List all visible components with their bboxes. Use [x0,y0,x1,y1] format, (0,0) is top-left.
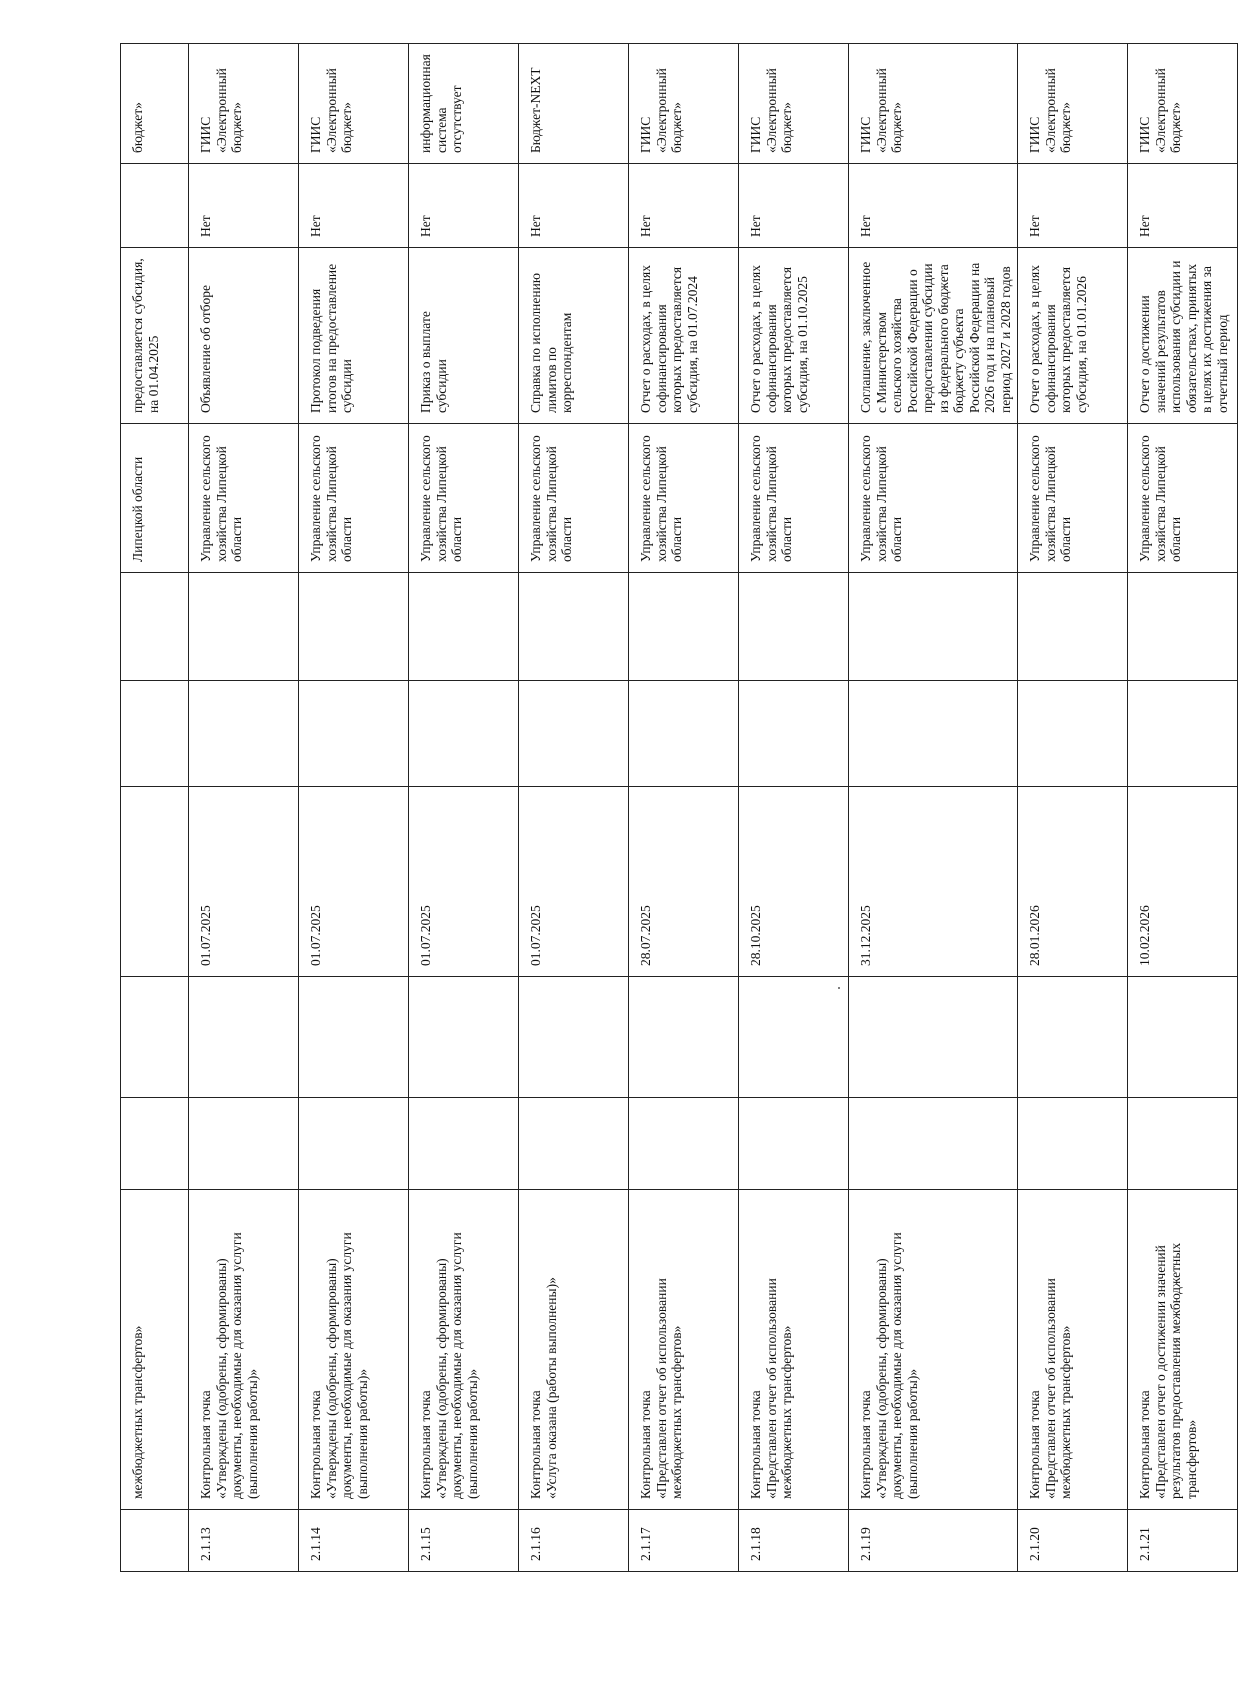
cell-col7 [1018,573,1128,681]
cell-col4 [189,977,299,1098]
cell-flag [121,164,189,248]
cell-responsible: Управление сельского хозяйства Липецкой области [739,424,849,573]
cell-col3 [189,1098,299,1190]
cell-col6 [1018,681,1128,787]
cell-col6 [739,681,849,787]
cell-col7 [409,573,519,681]
cell-col4 [849,977,1018,1098]
cell-system: ГИИС «Электронный бюджет» [1128,44,1238,164]
cell-col3 [519,1098,629,1190]
cell-document: предоставляется субсидия, на 01.04.2025 [121,248,189,424]
table-row-continuation [121,44,189,1572]
cell-system: ГИИС «Электронный бюджет» [739,44,849,164]
cell-number: 2.1.21 [1128,1510,1238,1572]
cell-document: Объявление об отборе [189,248,299,424]
cell-date: 10.02.2026 [1128,787,1238,977]
cell-system: информационная система отсутствует [409,44,519,164]
cell-col4 [739,977,849,1098]
cell-col3 [409,1098,519,1190]
cell-col3 [849,1098,1018,1190]
cell-control-point: Контрольная точка «Утверждены (одобрены, сформированы) документы, необходимые для оказания услуги (выполнения работы)» [849,1190,1018,1510]
table-row [849,44,1018,1572]
cell-number: 2.1.19 [849,1510,1018,1572]
cell-document: Протокол подведения итогов на предоставление субсидии [299,248,409,424]
cell-date: 01.07.2025 [519,787,629,977]
cell-date: 01.07.2025 [189,787,299,977]
cell-control-point: Контрольная точка «Утверждены (одобрены, сформированы) документы, необходимые для оказания услуги (выполнения работы)» [409,1190,519,1510]
cell-document: Отчет о расходах, в целях софинансирования которых предоставляется субсидия, на 01.01.2026 [1018,248,1128,424]
cell-flag: Нет [849,164,1018,248]
cell-col7 [849,573,1018,681]
cell-control-point: Контрольная точка «Услуга оказана (работы выполнены)» [519,1190,629,1510]
cell-responsible: Управление сельского хозяйства Липецкой области [849,424,1018,573]
cell-control-point: Контрольная точка «Утверждены (одобрены, сформированы) документы, необходимые для оказания услуги (выполнения работы)» [299,1190,409,1510]
cell-responsible: Управление сельского хозяйства Липецкой области [1018,424,1128,573]
cell-col7 [519,573,629,681]
cell-system: ГИИС «Электронный бюджет» [849,44,1018,164]
table-row [299,44,409,1572]
cell-col7 [299,573,409,681]
table-row [1128,44,1238,1572]
scan-speck [838,987,840,989]
cell-flag: Нет [739,164,849,248]
cell-col3 [1128,1098,1238,1190]
cell-responsible: Управление сельского хозяйства Липецкой области [1128,424,1238,573]
cell-system: Бюджет-NEXT [519,44,629,164]
cell-col6 [299,681,409,787]
cell-date: 28.01.2026 [1018,787,1128,977]
table-row [629,44,739,1572]
cell-col7 [1128,573,1238,681]
cell-col7 [189,573,299,681]
cell-col3 [629,1098,739,1190]
cell-number: 2.1.18 [739,1510,849,1572]
cell-document: Соглашение, заключенное с Министерством сельского хозяйства Российской Федерации о предоставлении субсидии из федерального бюджета бюджету субъекта Российской Федерации на 2026 год и на плановый период 2027 и 2028 годов [849,248,1018,424]
cell-control-point: Контрольная точка «Представлен отчет об использовании межбюджетных трансфертов» [629,1190,739,1510]
page-frame [120,44,1230,1572]
cell-control-point: Контрольная точка «Представлен отчет об использовании межбюджетных трансфертов» [1018,1190,1128,1510]
cell-system: ГИИС «Электронный бюджет» [189,44,299,164]
cell-control-point: Контрольная точка «Представлен отчет о достижении значений результатов предоставления межбюджетных трансфертов» [1128,1190,1238,1510]
cell-flag: Нет [299,164,409,248]
cell-col6 [629,681,739,787]
cell-document: Приказ о выплате субсидии [409,248,519,424]
cell-responsible: Управление сельского хозяйства Липецкой области [519,424,629,573]
cell-number: 2.1.16 [519,1510,629,1572]
cell-date: 28.10.2025 [739,787,849,977]
cell-control-point: межбюджетных трансфертов» [121,1190,189,1510]
cell-responsible: Управление сельского хозяйства Липецкой области [409,424,519,573]
cell-document: Отчет о достижении значений результатов использования субсидии и обязательствах, принятых в целях их достижения за отчетный период [1128,248,1238,424]
cell-col6 [121,681,189,787]
cell-number: 2.1.20 [1018,1510,1128,1572]
cell-col7 [121,573,189,681]
cell-flag: Нет [1018,164,1128,248]
cell-col4 [629,977,739,1098]
cell-responsible: Липецкой области [121,424,189,573]
cell-col4 [1128,977,1238,1098]
cell-system: ГИИС «Электронный бюджет» [1018,44,1128,164]
table-row [739,44,849,1572]
cell-flag: Нет [629,164,739,248]
cell-flag: Нет [519,164,629,248]
cell-document: Отчет о расходах, в целях софинансирования которых предоставляется субсидия, на 01.07.2024 [629,248,739,424]
table-row [189,44,299,1572]
cell-col4 [1018,977,1128,1098]
cell-system: ГИИС «Электронный бюджет» [299,44,409,164]
rotated-table-wrapper [120,44,1230,1572]
cell-number: 2.1.14 [299,1510,409,1572]
cell-system: ГИИС «Электронный бюджет» [629,44,739,164]
control-points-table [120,43,1238,1572]
cell-date: 28.07.2025 [629,787,739,977]
cell-date [121,787,189,977]
cell-col6 [189,681,299,787]
cell-col7 [739,573,849,681]
cell-col3 [299,1098,409,1190]
cell-document: Справка по исполнению лимитов по корреспондентам [519,248,629,424]
cell-number: 2.1.15 [409,1510,519,1572]
cell-number: 2.1.17 [629,1510,739,1572]
cell-number: 2.1.13 [189,1510,299,1572]
cell-col6 [519,681,629,787]
cell-document: Отчет о расходах, в целях софинансирования которых предоставляется субсидия, на 01.10.2025 [739,248,849,424]
cell-number [121,1510,189,1572]
cell-responsible: Управление сельского хозяйства Липецкой области [299,424,409,573]
table-row [1018,44,1128,1572]
cell-flag: Нет [1128,164,1238,248]
cell-col6 [849,681,1018,787]
cell-col6 [1128,681,1238,787]
cell-control-point: Контрольная точка «Представлен отчет об использовании межбюджетных трансфертов» [739,1190,849,1510]
table-row [519,44,629,1572]
cell-col4 [519,977,629,1098]
cell-date: 01.07.2025 [409,787,519,977]
cell-flag: Нет [409,164,519,248]
cell-col7 [629,573,739,681]
cell-col4 [121,977,189,1098]
cell-responsible: Управление сельского хозяйства Липецкой области [629,424,739,573]
cell-date: 31.12.2025 [849,787,1018,977]
table-row [409,44,519,1572]
cell-col4 [299,977,409,1098]
cell-date: 01.07.2025 [299,787,409,977]
cell-control-point: Контрольная точка «Утверждены (одобрены, сформированы) документы, необходимые для оказания услуги (выполнения работы)» [189,1190,299,1510]
cell-flag: Нет [189,164,299,248]
cell-col3 [1018,1098,1128,1190]
cell-col3 [121,1098,189,1190]
cell-col3 [739,1098,849,1190]
cell-col4 [409,977,519,1098]
cell-system: бюджет» [121,44,189,164]
cell-responsible: Управление сельского хозяйства Липецкой области [189,424,299,573]
cell-col6 [409,681,519,787]
